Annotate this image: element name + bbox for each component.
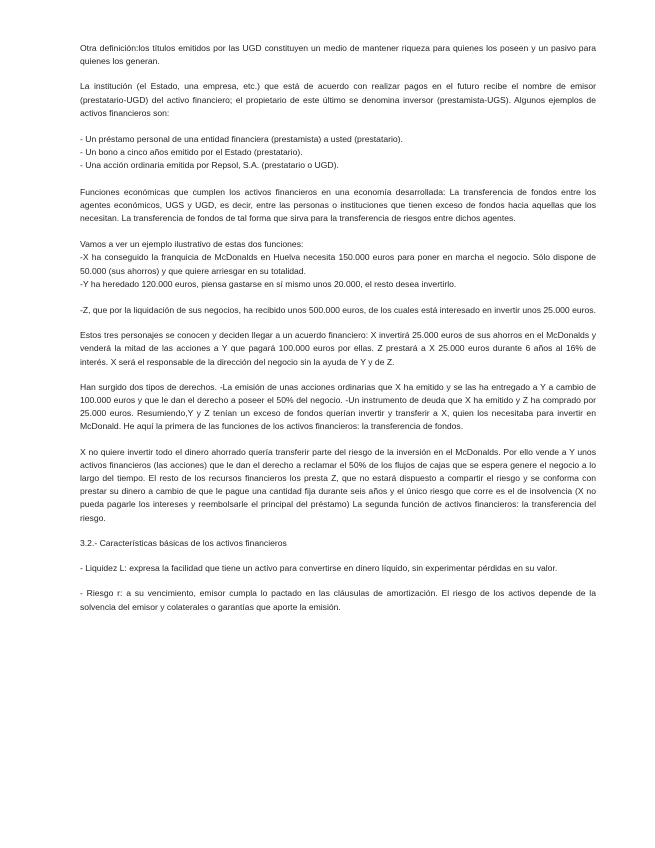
paragraph-example-intro: Vamos a ver un ejemplo ilustrativo de estas dos funciones: (80, 239, 304, 250)
list-item-example: - Un bono a cinco años emitido por el Estado (prestatario). (80, 147, 303, 158)
paragraph-example-y: -Y ha heredado 120.000 euros, piensa gastarse en sí mismo unos 20.000, el resto desea invertirlo. (80, 278, 457, 289)
document-page (80, 42, 596, 626)
paragraph-risk-transfer: X no quiere invertir todo el dinero ahorrado quería transferir parte del riesgo de la inversión en el McDonalds. Por ello vende a Y unos activos financieros (las acciones) que le dan el derecho a reclamar el 50% de los flujos de cajas que se espera genere el negocio a lo largo del tiempo. El resto de los recursos financieros los presta Z, que no estará dispuesto a compartir el riesgo y se conforma con prestar su dinero a cambio de que le pague una cantidad fija durante seis años y el único riesgo que corre es el de insolvencia (X no pueda pagarle los intereses y reembolsarle el principal del préstamo) La segunda función de activos financieros: la transferencia del riesgo. (80, 446, 596, 523)
paragraph-functions: Funciones económicas que cumplen los activos financieros en una economía desarrollada: La transferencia de fondos entre los agentes económicos, UGS y UGD, es decir, entre las personas o instituciones que tienen exceso de fondos hacia aquellas que los necesitan. La transferencia de fondos de tal forma que sirva para la transferencia de riesgos entre dichos agentes. (80, 186, 596, 224)
paragraph-example-z: -Z, que por la liquidación de sus negocios, ha recibido unos 500.000 euros, de los cuales está interesado en invertir unos 25.000 euros. (80, 305, 596, 316)
paragraph-risk: - Riesgo r: a su vencimiento, emisor cumpla lo pactado en las cláusulas de amortización. El riesgo de los activos depende de la solvencia del emisor y colaterales o garantías que aporte la emisión. (80, 588, 596, 612)
paragraph-rights: Han surgido dos tipos de derechos. -La emisión de unas acciones ordinarias que X ha emitido y se las ha entregado a Y a cambio de 100.000 euros y que le dan el derecho a poseer el 50% del negocio. -Un instrumento de deuda que X ha emitido y Z ha comprado por 25.000 euros. Resumiendo,Y y Z tenían un exceso de fondos querían invertir y transferir a X, quien los necesitaba para invertir en McDonald. He aquí la primera de las funciones de los activos financieros: la transferencia de fondos. (80, 381, 596, 432)
paragraph-example-x: -X ha conseguido la franquicia de McDonalds en Huelva necesita 150.000 euros para poner en marcha el negocio. Sólo dispone de 50.000 (sus ahorros) y que quiere arriesgar en su totalidad. (80, 252, 596, 276)
paragraph-institution: La institución (el Estado, una empresa, etc.) que está de acuerdo con realizar pagos en el futuro recibe el nombre de emisor (prestatario-UGD) del activo financiero; el propietario de este último se denomina inversor (prestamista-UGS). Algunos ejemplos de activos financieros son: (80, 81, 596, 118)
paragraph-definition: Otra definición:los títulos emitidos por las UGD constituyen un medio de mantener riqueza para quienes los poseen y un pasivo para quienes los generan. (80, 43, 596, 67)
paragraph-agreement: Estos tres personajes se conocen y deciden llegar a un acuerdo financiero: X invertirá 25.000 euros de sus ahorros en el McDonalds y venderá la mitad de las acciones a Y que pagará 100.000 euros por ellas. Z prestará a X 25.000 euros durante 6 años al 16% de interés. X será el responsable de la dirección del negocio sin la ayuda de Y y de Z. (80, 330, 596, 367)
list-item-example: - Un préstamo personal de una entidad financiera (prestamista) a usted (prestatario). (80, 134, 403, 145)
paragraph-liquidity: - Liquidez L: expresa la facilidad que tiene un activo para convertirse en dinero líquido, sin experimentar pérdidas en su valor. (80, 563, 558, 574)
section-heading: 3.2.- Características básicas de los activos financieros (80, 537, 287, 548)
list-item-example: - Una acción ordinaria emitida por Repsol, S.A. (prestatario o UGD). (80, 160, 339, 171)
